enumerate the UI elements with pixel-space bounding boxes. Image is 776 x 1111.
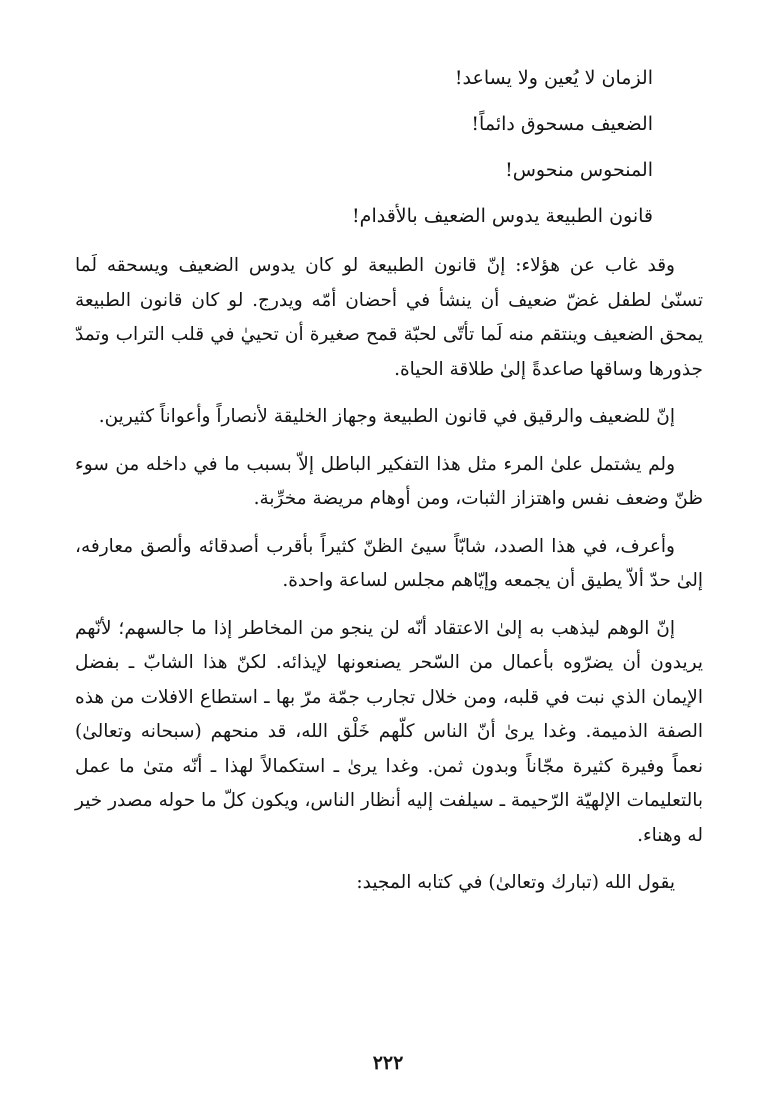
page-number: ٢٢٢ xyxy=(372,1052,404,1074)
quoted-line-3: المنحوس منحوس! xyxy=(505,159,653,181)
paragraph-4: وأعرف، في هذا الصدد، شابّاً سيئ الظنّ كثيراً بأقرب أصدقائه وألصق معارفه، إلىٰ حدّ ألاّ يطيق أن يجمعه وإيّاهم مجلس لساعة واحدة. xyxy=(75,535,703,591)
paragraph-1: وقد غاب عن هؤلاء: إنّ قانون الطبيعة لو كان يدوس الضعيف ويسحقه لَما تسنّىٰ لطفل غضّ ضعيف أن ينشأ في أحضان أمّه ويدرج. لو كان قانون الطبيعة يمحق الضعيف وينتقم منه لَما تأتّى لحبّة قمح صغيرة أن تحييٰ في قلب التراب وتمدّ جذورها وساقها صاعدةً إلىٰ طلاقة الحياة. xyxy=(75,255,703,380)
closing-line: يقول الله (تبارك وتعالىٰ) في كتابه المجيد: xyxy=(356,872,675,893)
paragraph-2: إنّ للضعيف والرقيق في قانون الطبيعة وجهاز الخليقة لأنصاراً وأعواناً كثيرين. xyxy=(98,406,675,427)
quoted-line-1: الزمان لا يُعين ولا يساعد! xyxy=(454,67,653,89)
page-content xyxy=(75,55,703,901)
paragraph-5: إنّ الوهم ليذهب به إلىٰ الاعتقاد أنّه لن ينجو من المخاطر إذا ما جالسهم؛ لأنّهم يريدون أن يضرّوه بأعمال من السّحر يصنعونها لإيذائه. لكنّ هذا الشابّ ـ بفضل الإيمان الذي نبت في قلبه، ومن خلال تجارب جمّة مرّ بها ـ استطاع الافلات من هذه الصفة الذميمة. وغدا يرىٰ أنّ الناس كلّهم خَلْق الله، قد منحهم (سبحانه وتعالىٰ) نعماً وفيرة كثيرة مجّاناً وبدون ثمن. وغدا يرىٰ ـ استكمالاً لهذا ـ أنّه متىٰ ما عمل بالتعليمات الإلهيّة الرّحيمة ـ سيلفت إليه أنظار الناس، ويكون كلّ ما حوله مصدر خير له وهناء. xyxy=(75,617,703,846)
quoted-line-2: الضعيف مسحوق دائماً! xyxy=(471,113,653,135)
paragraph-3: ولم يشتمل علىٰ المرء مثل هذا التفكير الباطل إلاّ بسبب ما في داخله من سوء ظنّ وضعف نفس واهتزاز الثبات، ومن أوهام مريضة مخرِّبة. xyxy=(75,453,703,509)
quoted-line-4: قانون الطبيعة يدوس الضعيف بالأقدام! xyxy=(352,205,653,227)
